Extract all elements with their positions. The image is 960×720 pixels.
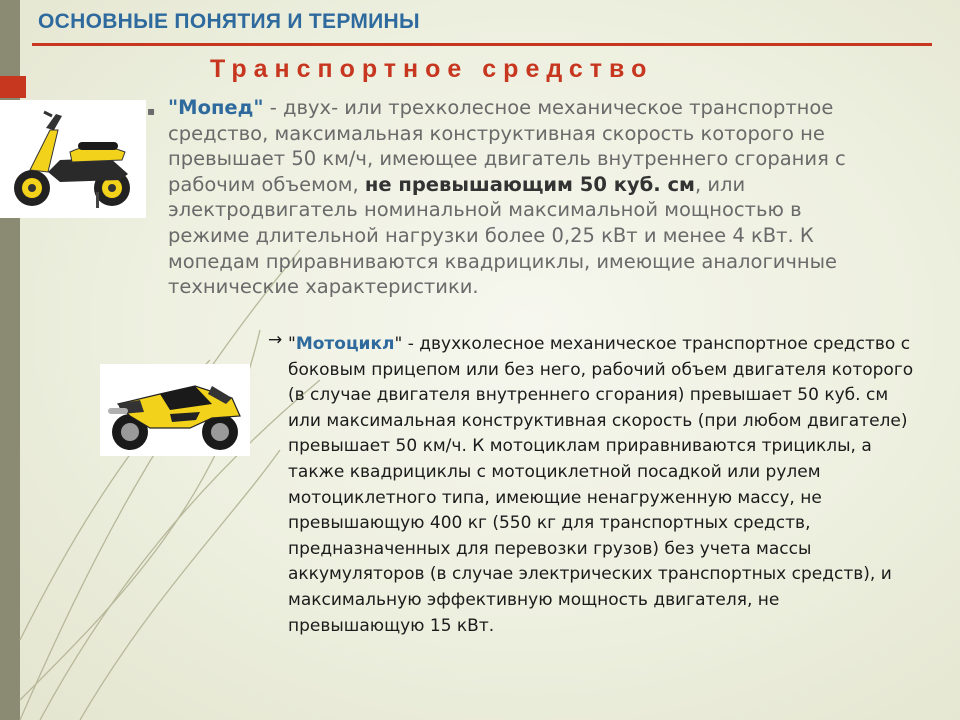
moped-bold-text: не превышающим 50 куб. см: [364, 172, 695, 196]
slide-title: Транспортное средство: [210, 55, 654, 83]
motorcycle-definition: [288, 332, 918, 639]
arrow-icon: →: [268, 330, 283, 350]
header-rule: [32, 43, 932, 46]
moped-text-1: - двух- или трехколесное механическое транспортное средство, максимальная конструктивная скорость которого не превышает 50 км/ч, имеющее двигатель внутреннего сгорания с рабочим объемом,: [168, 96, 846, 196]
accent-tab: [0, 76, 26, 98]
header-title: ОСНОВНЫЕ ПОНЯТИЯ И ТЕРМИНЫ: [38, 10, 420, 33]
moped-definition: [168, 95, 888, 300]
bullet-icon: ▪: [147, 104, 156, 118]
motorcycle-term: Мотоцикл: [295, 334, 395, 354]
motorcycle-image: [100, 364, 250, 456]
moped-text-2: , или электродвигатель номинальной максимальной мощностью в режиме длительной нагрузки более 0,25 кВт и менее 4 кВт. К мопедам приравниваются квадрициклы, имеющие аналогичные технические характеристики.: [168, 172, 838, 299]
moped-term: "Мопед": [168, 96, 264, 119]
motorcycle-quote-open: ": [288, 334, 296, 354]
motorcycle-text: " - двухколесное механическое транспортное средство с боковым прицепом или без него, рабочий объем двигателя которого (в случае двигателя внутреннего сгорания) превышает 50 куб. см или максимальная конструктивная скорость (при любом двигателе) превышает 50 км/ч. К мотоциклам приравниваются трициклы, а также квадрициклы с мотоциклетной посадкой или рулем мотоциклетного типа, имеющие ненагруженную массу, не превышающую 400 кг (550 кг для транспортных средств, предназначенных для перевозки грузов) без учета массы аккумуляторов (в случае электрических транспортных средств), и максимальную эффективную мощность двигателя, не превышающую 15 кВт.: [288, 334, 914, 636]
moped-image: [0, 100, 146, 218]
